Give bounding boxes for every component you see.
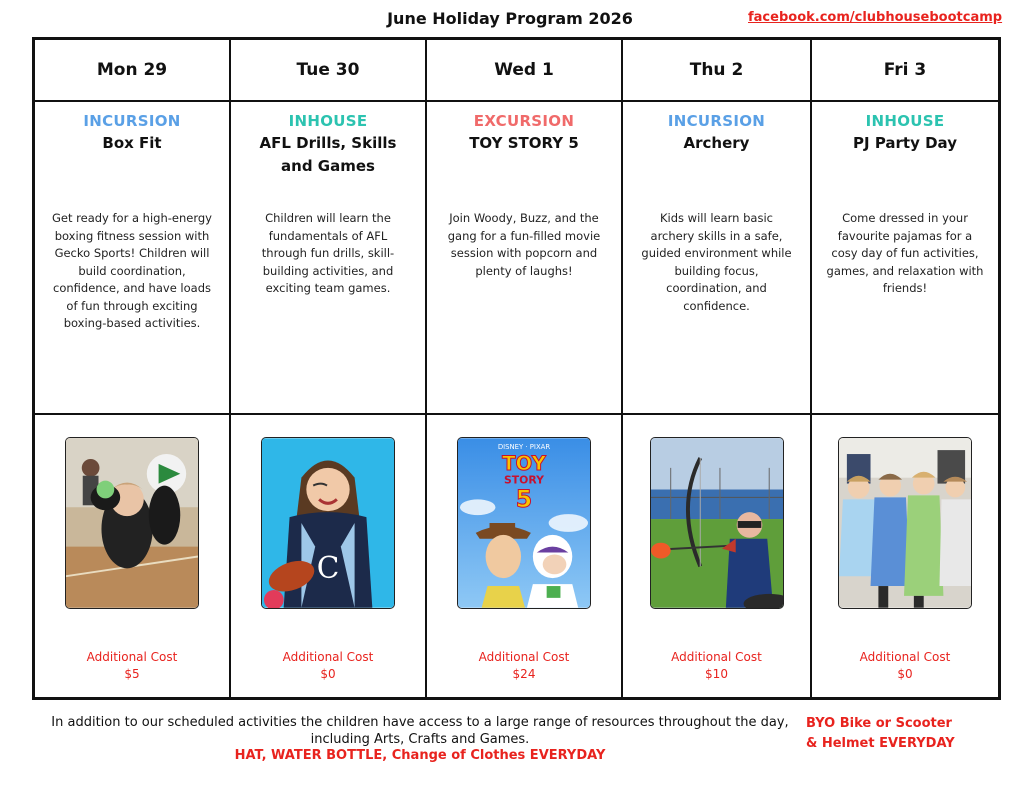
activity-description: Come dressed in your favourite pajamas for a cosy day of fun activities, games, and relaxation with friends!	[826, 211, 984, 295]
activity-type: INCURSION	[83, 112, 181, 130]
cost-label: Additional Cost	[859, 650, 951, 664]
activity-info-thu	[623, 102, 812, 415]
cost-value: $10	[705, 667, 728, 681]
activity-description: Join Woody, Buzz, and the gang for a fun-filled movie session with popcorn and plenty of laughs!	[447, 211, 601, 278]
activity-type: INHOUSE	[288, 112, 368, 130]
toy-story-poster	[457, 437, 591, 609]
activity-name: Box Fit	[102, 134, 162, 152]
poster-title-number: 5	[515, 485, 533, 514]
cost-label: Additional Cost	[478, 650, 570, 664]
schedule-grid	[32, 37, 1001, 700]
activity-description: Kids will learn basic archery skills in a safe, guided environment while building focus, coordination, and confidence.	[641, 211, 792, 313]
archery-photo	[650, 437, 784, 609]
footer-reminder: HAT, WATER BOTTLE, Change of Clothes EVERYDAY	[234, 748, 606, 763]
byo-line-2: & Helmet EVERYDAY	[806, 736, 955, 751]
day-label: Wed 1	[494, 60, 554, 80]
day-header-fri	[812, 40, 998, 102]
poster-studio-text: DISNEY · PIXAR	[497, 443, 551, 452]
cost-label: Additional Cost	[282, 650, 374, 664]
activity-description: Get ready for a high-energy boxing fitness session with Gecko Sports! Children will build coordination, confidence, and have loads of fun through exciting boxing-based activities.	[52, 211, 212, 330]
activity-info-fri	[812, 102, 998, 415]
cost-label: Additional Cost	[86, 650, 178, 664]
photo-cell-tue	[231, 415, 427, 697]
activity-type: INHOUSE	[865, 112, 945, 130]
archery-photo-illustration	[651, 438, 783, 608]
pj-party-photo	[838, 437, 972, 609]
day-label: Mon 29	[96, 60, 168, 80]
boxing-photo-illustration	[66, 438, 198, 608]
cost-value: $24	[512, 667, 536, 681]
photo-cell-mon	[35, 415, 231, 697]
poster-title-line2: STORY	[504, 473, 544, 487]
pj-party-photo-illustration	[839, 438, 971, 608]
page-title: June Holiday Program 2026	[387, 9, 633, 28]
activity-info-mon	[35, 102, 231, 415]
day-label: Thu 2	[689, 60, 744, 80]
activity-name: AFL Drills, Skills and Games	[259, 134, 397, 175]
activity-type: EXCURSION	[473, 112, 575, 130]
cost-value: $5	[124, 667, 140, 681]
svg-text:C: C	[316, 551, 340, 586]
activity-type: INCURSION	[667, 112, 766, 130]
cost-value: $0	[897, 667, 913, 681]
afl-photo-illustration	[262, 438, 394, 608]
cost-label: Additional Cost	[671, 650, 762, 664]
photo-cell-thu	[623, 415, 812, 697]
activity-name: TOY STORY 5	[469, 134, 579, 152]
day-label: Tue 30	[296, 60, 360, 80]
poster-title-line1: TOY	[502, 451, 546, 475]
byo-line-1: BYO Bike or Scooter	[806, 716, 952, 731]
activity-name: PJ Party Day	[853, 134, 957, 152]
activity-name: Archery	[683, 134, 750, 152]
toy-story-poster-illustration	[458, 438, 590, 608]
activity-info-wed	[427, 102, 623, 415]
day-header-wed	[427, 40, 623, 102]
photo-cell-fri	[812, 415, 998, 697]
activity-description: Children will learn the fundamentals of AFL through fun drills, skill-building activities, and exciting team games.	[261, 211, 395, 295]
day-label: Fri 3	[883, 60, 927, 80]
day-header-tue	[231, 40, 427, 102]
byo-notice	[806, 714, 1006, 754]
activity-info-tue	[231, 102, 427, 415]
day-header-mon	[35, 40, 231, 102]
photo-cell-wed	[427, 415, 623, 697]
footer-resources-text: In addition to our scheduled activities the children have access to a large range of resources throughout the day, including Arts, Crafts and Games.	[51, 715, 789, 747]
day-header-thu	[623, 40, 812, 102]
afl-photo	[261, 437, 395, 609]
facebook-link[interactable]: facebook.com/clubhousebootcamp	[748, 10, 1003, 25]
boxing-photo	[65, 437, 199, 609]
cost-value: $0	[320, 667, 336, 681]
